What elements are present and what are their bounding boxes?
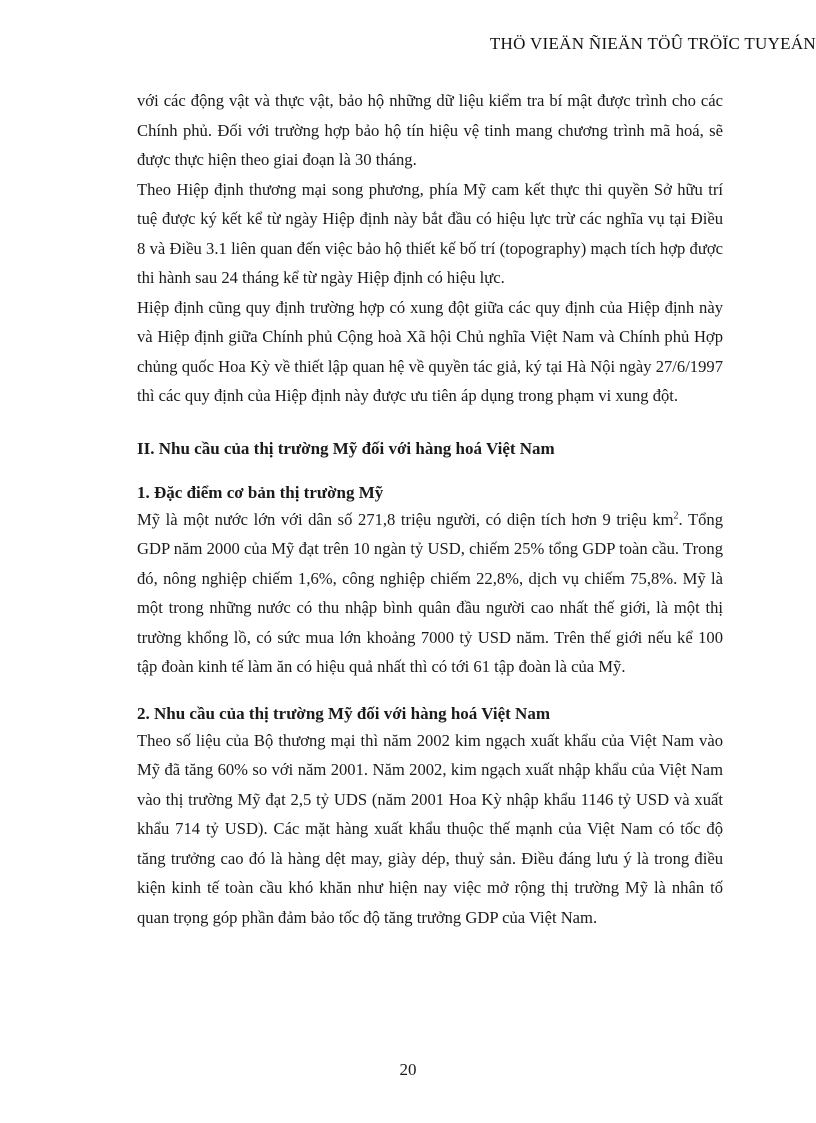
running-header: THÖ VIEÄN ÑIEÄN TÖÛ TRÖÏC TUYEÁN bbox=[489, 34, 816, 53]
subsection-2-paragraph: Theo số liệu của Bộ thương mại thì năm 2002 kim ngạch xuất khẩu của Việt Nam vào Mỹ đã tăng 60% so với năm 2001. Năm 2002, kim ngạch xuất nhập khẩu của Việt Nam vào thị trường Mỹ đạt 2,5 tỷ UDS (năm 2001 Hoa Kỳ nhập khẩu 1146 tỷ USD và xuất khẩu 714 tỷ USD). Các mặt hàng xuất khẩu thuộc thế mạnh của Việt Nam có tốc độ tăng trưởng cao đó là hàng dệt may, giày dép, thuỷ sản. Điều đáng lưu ý là trong điều kiện kinh tế toàn cầu khó khăn như hiện nay việc mở rộng thị trường Mỹ là nhân tố quan trọng góp phần đảm bảo tốc độ tăng trưởng GDP của Việt Nam. bbox=[137, 730, 723, 927]
subsection-1-text-end: . Tổng GDP năm 2000 của Mỹ đạt trên 10 ngàn tỷ USD, chiếm 25% tổng GDP toàn cầu. Trong đó, nông nghiệp chiếm 1,6%, công nghiệp chiếm 22,8%, dịch vụ chiếm 75,8%. Mỹ là một trong những nước có thu nhập bình quân đầu người cao nhất thế giới, là một thị trường khổng lồ, có sức mua lớn khoảng 7000 tỷ USD năm. Trên thế giới nếu kể 100 tập đoàn kinh tế làm ăn có hiệu quả nhất thì có tới 61 tập đoàn là của Mỹ. bbox=[137, 509, 723, 676]
subsection-heading-1: 1. Đặc điểm cơ bản thị trường Mỹ bbox=[137, 482, 384, 502]
subsection-1-paragraph bbox=[137, 505, 723, 682]
area-unit-superscript: 2 bbox=[673, 509, 679, 521]
page-content bbox=[137, 86, 723, 932]
body-paragraph-3: Hiệp định cũng quy định trường hợp có xung đột giữa các quy định của Hiệp định này và Hiệp định giữa Chính phủ Cộng hoà Xã hội Chủ nghĩa Việt Nam và Chính phủ Hợp chủng quốc Hoa Kỳ về thiết lập quan hệ về quyền tác giả, ký tại Hà Nội ngày 27/6/1997 thì các quy định của Hiệp định này được ưu tiên áp dụng trong phạm vi xung đột. bbox=[137, 297, 723, 405]
body-paragraph-2: Theo Hiệp định thương mại song phương, phía Mỹ cam kết thực thi quyền Sở hữu trí tuệ được ký kết kể từ ngày Hiệp định này bắt đầu có hiệu lực trừ các nghĩa vụ tại Điều 8 và Điều 3.1 liên quan đến việc bảo hộ thiết kế bố trí (topography) mạch tích hợp được thi hành sau 24 tháng kể từ ngày Hiệp định có hiệu lực. bbox=[137, 179, 723, 287]
subsection-heading-2: 2. Nhu cầu của thị trường Mỹ đối với hàng hoá Việt Nam bbox=[137, 703, 550, 723]
section-heading: II. Nhu cầu của thị trường Mỹ đối với hàng hoá Việt Nam bbox=[137, 438, 555, 458]
subsection-1-text-start: Mỹ là một nước lớn với dân số 271,8 triệu người, có diện tích hơn 9 triệu km bbox=[137, 509, 674, 529]
page-number: 20 bbox=[399, 1060, 417, 1079]
body-paragraph-1: với các động vật và thực vật, bảo hộ những dữ liệu kiểm tra bí mật được trình cho các Chính phủ. Đối với trường hợp bảo hộ tín hiệu vệ tinh mang chương trình mã hoá, sẽ được thực hiện theo giai đoạn là 30 tháng. bbox=[137, 91, 723, 169]
